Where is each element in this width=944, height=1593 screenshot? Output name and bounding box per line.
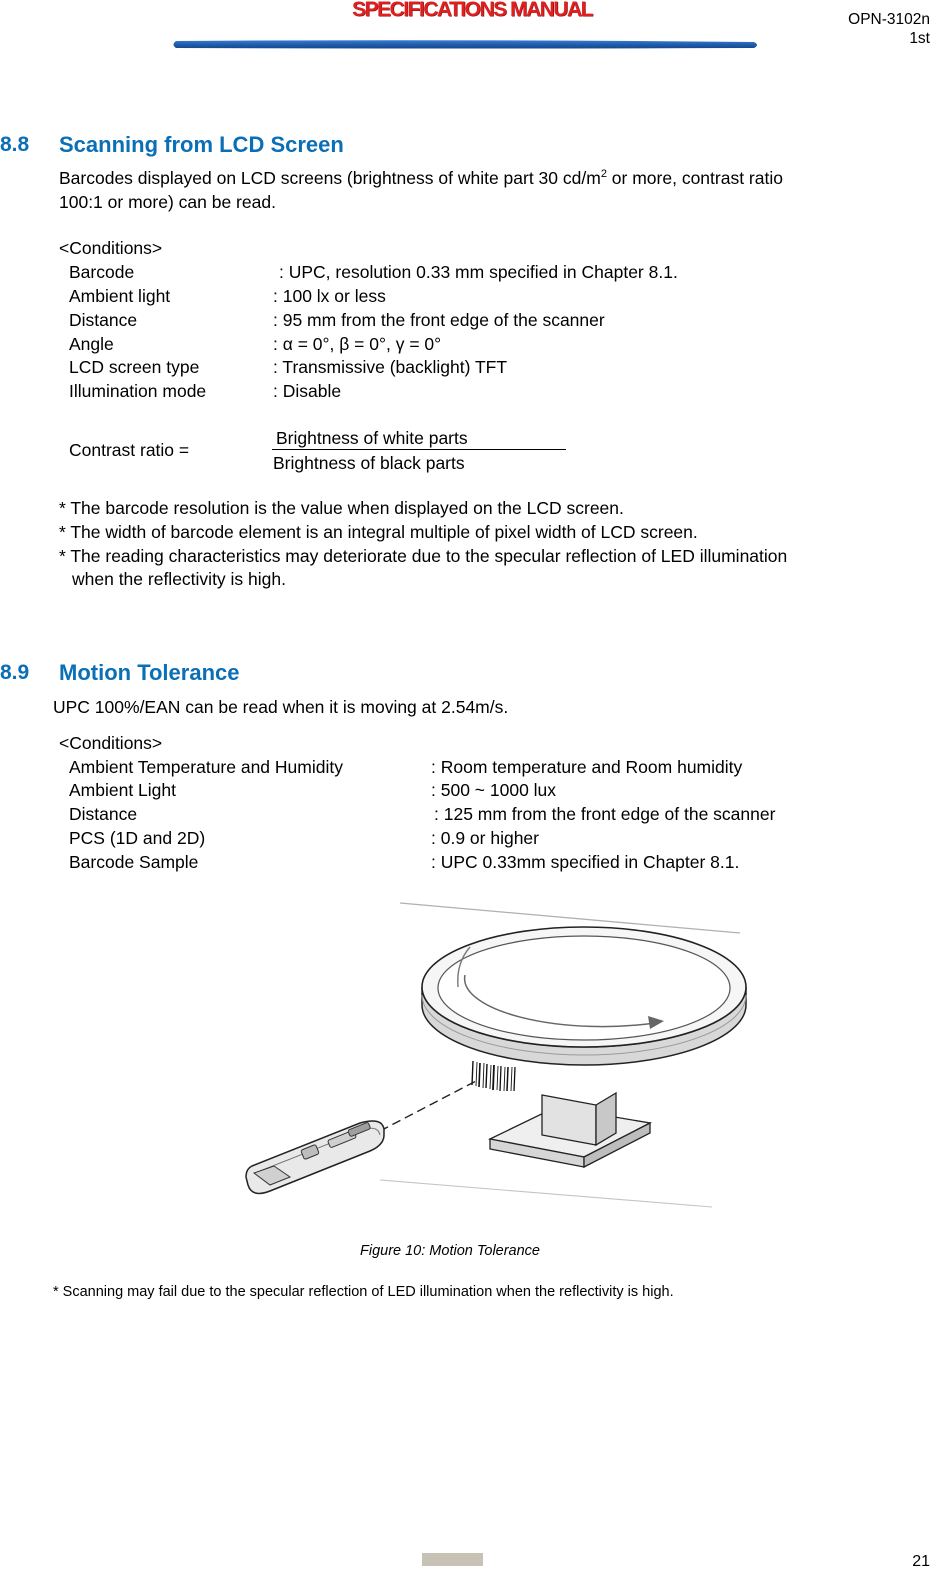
section-8-8-intro-line2: 100:1 or more) can be read.	[59, 192, 276, 212]
cond-label: LCD screen type	[69, 357, 200, 377]
cond-label: Barcode Sample	[69, 852, 199, 872]
motion-tolerance-figure	[230, 895, 760, 1215]
cond-label: PCS (1D and 2D)	[69, 828, 206, 848]
guide-line	[380, 1180, 712, 1207]
section-8-8-intro-line1: Barcodes displayed on LCD screens (brightness of white part 30 $cd/m^2$ or more, contrast ratio	[59, 168, 783, 188]
manual-title: SPECIFICATIONS MANUAL	[352, 0, 592, 21]
note: * The width of barcode element is an integral multiple of pixel width of LCD screen.	[59, 522, 698, 542]
barcode-icon	[472, 1061, 515, 1091]
cond-value: : Room temperature and Room humidity	[431, 757, 743, 777]
handheld-scanner-icon	[246, 1121, 384, 1193]
cond-value: : Transmissive (backlight) TFT	[273, 357, 508, 377]
section-8-9-intro: UPC 100%/EAN can be read when it is moving at 2.54m/s.	[53, 697, 509, 717]
conditions-heading-8-9: <Conditions>	[59, 733, 163, 753]
contrast-ratio-label: Contrast ratio =	[69, 440, 190, 460]
note: * The barcode resolution is the value when displayed on the LCD screen.	[59, 498, 624, 518]
cond-value: : 0.9 or higher	[431, 828, 539, 848]
note: * The reading characteristics may deteriorate due to the specular reflection of LED illumination	[59, 546, 788, 566]
cond-label: Ambient Temperature and Humidity	[69, 757, 343, 777]
cond-label: Ambient Light	[69, 780, 177, 800]
section-title-8-9: Motion Tolerance	[59, 660, 240, 685]
doc-number: OPN-3102n	[848, 11, 930, 28]
doc-edition: 1st	[909, 30, 930, 47]
cond-value: : Disable	[273, 381, 342, 401]
footnote: * Scanning may fail due to the specular reflection of LED illumination when the reflectivity is high.	[53, 1284, 674, 1300]
cond-label: Distance	[69, 804, 138, 824]
contrast-denominator: Brightness of black parts	[273, 453, 465, 473]
cond-label: Distance	[69, 310, 138, 330]
cond-value: : 95 mm from the front edge of the scanner	[273, 310, 605, 330]
cond-value: : 125 mm from the front edge of the scanner	[434, 804, 776, 824]
cond-label: Illumination mode	[69, 381, 207, 401]
section-number-8-8: 8.8	[0, 133, 30, 156]
conditions-heading-8-8: <Conditions>	[59, 238, 163, 258]
section-title-8-8: Scanning from LCD Screen	[59, 132, 344, 157]
pedestal-column-icon	[542, 1093, 616, 1145]
cond-value: : α = 0°, β = 0°, γ = 0°	[273, 334, 442, 354]
cond-value: : 100 lx or less	[273, 286, 386, 306]
note-continuation: when the reflectivity is high.	[72, 569, 286, 589]
scan-line	[380, 1081, 476, 1131]
figure-caption: Figure 10: Motion Tolerance	[359, 1243, 540, 1259]
cond-value: : UPC, resolution 0.33 mm specified in Chapter 8.1.	[279, 262, 678, 282]
contrast-numerator: Brightness of white parts	[276, 428, 468, 448]
section-number-8-9: 8.9	[0, 661, 30, 684]
page-number: 21	[912, 1553, 930, 1570]
cond-value: : UPC 0.33mm specified in Chapter 8.1.	[431, 852, 740, 872]
cond-label: Angle	[69, 334, 114, 354]
header-bar	[172, 40, 758, 49]
footer-marker	[422, 1553, 483, 1566]
turntable-icon	[422, 927, 746, 1065]
doc-code	[848, 10, 930, 48]
cond-value: : 500 ~ 1000 lux	[431, 780, 557, 800]
cond-label: Barcode	[69, 262, 135, 282]
cond-label: Ambient light	[69, 286, 171, 306]
superscript: 2	[600, 168, 607, 180]
fraction-line	[272, 449, 566, 450]
